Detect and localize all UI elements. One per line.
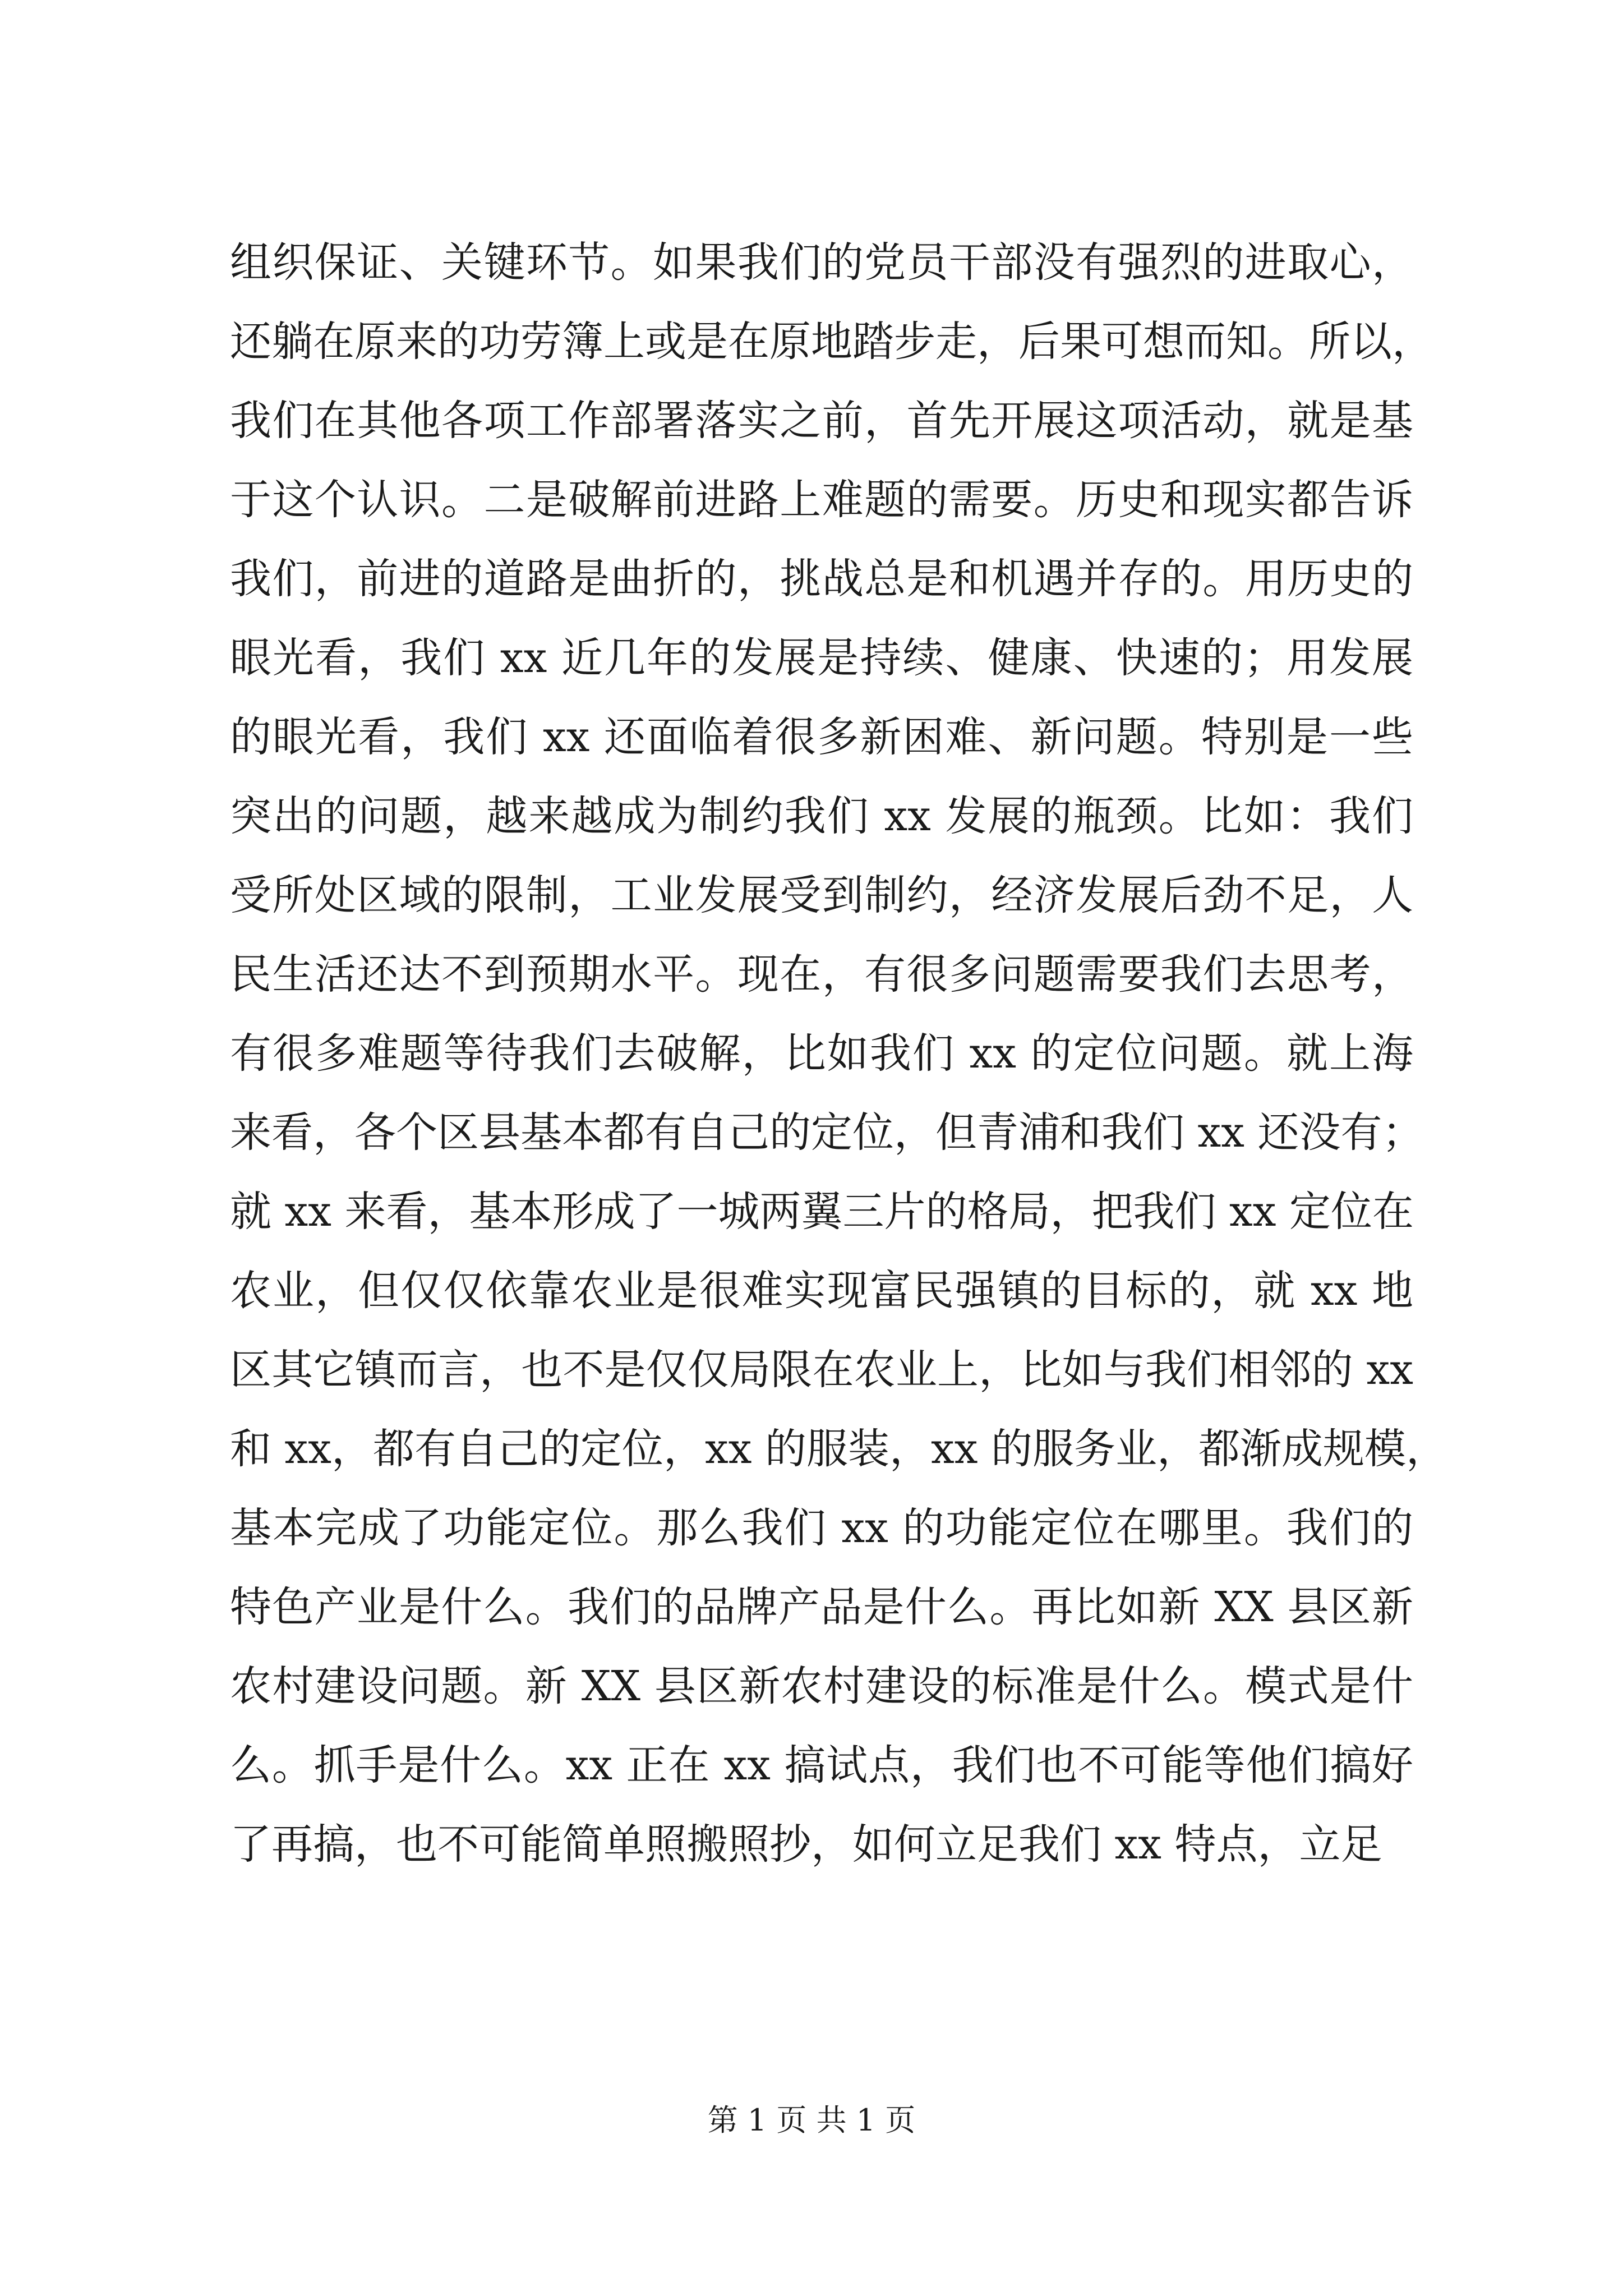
text-line: 于这个认识。二是破解前进路上难题的需要。历史和现实都告诉 bbox=[230, 476, 1413, 524]
text-line: 来看，各个区县基本都有自己的定位，但青浦和我们 xx 还没有； bbox=[230, 1108, 1424, 1157]
body-paragraph bbox=[230, 223, 1447, 1884]
text-line: 农村建设问题。新 XX 县区新农村建设的标准是什么。模式是什 bbox=[230, 1662, 1413, 1710]
page-footer bbox=[0, 2101, 1623, 2140]
text-line: 农业，但仅仅依靠农业是很难实现富民强镇的目标的，就 xx 地 bbox=[230, 1267, 1413, 1315]
text-line: 突出的问题，越来越成为制约我们 xx 发展的瓶颈。比如：我们 bbox=[230, 792, 1413, 840]
text-line: 我们在其他各项工作部署落实之前，首先开展这项活动，就是基 bbox=[230, 397, 1413, 445]
text-line: 基本完成了功能定位。那么我们 xx 的功能定位在哪里。我们的 bbox=[230, 1504, 1413, 1552]
text-line: 民生活还达不到预期水平。现在，有很多问题需要我们去思考， bbox=[230, 950, 1413, 999]
text-line: 和 xx，都有自己的定位，xx 的服装，xx 的服务业，都渐成规模， bbox=[230, 1425, 1447, 1473]
text-line: 的眼光看，我们 xx 还面临着很多新困难、新问题。特别是一些 bbox=[230, 713, 1413, 761]
text-line: 还躺在原来的功劳簿上或是在原地踏步走，后果可想而知。所以， bbox=[230, 318, 1433, 366]
page-number-label: 第 1 页 共 1 页 bbox=[707, 2102, 916, 2138]
text-line: 就 xx 来看，基本形成了一城两翼三片的格局，把我们 xx 定位在 bbox=[230, 1188, 1414, 1236]
text-line: 区其它镇而言，也不是仅仅局限在农业上，比如与我们相邻的 xx bbox=[230, 1346, 1413, 1394]
text-line: 么。抓手是什么。xx 正在 xx 搞试点，我们也不可能等他们搞好 bbox=[230, 1741, 1413, 1789]
text-line: 我们，前进的道路是曲折的，挑战总是和机遇并存的。用历史的 bbox=[230, 555, 1413, 603]
text-line: 特色产业是什么。我们的品牌产品是什么。再比如新 XX 县区新 bbox=[230, 1583, 1413, 1631]
text-line: 组织保证、关键环节。如果我们的党员干部没有强烈的进取心， bbox=[230, 238, 1413, 287]
text-line: 有很多难题等待我们去破解，比如我们 xx 的定位问题。就上海 bbox=[230, 1029, 1413, 1078]
text-line: 了再搞，也不可能简单照搬照抄，如何立足我们 xx 特点，立足 bbox=[230, 1820, 1382, 1869]
text-line: 眼光看，我们 xx 近几年的发展是持续、健康、快速的；用发展 bbox=[230, 634, 1413, 682]
text-line: 受所处区域的限制，工业发展受到制约，经济发展后劲不足，人 bbox=[230, 871, 1413, 919]
